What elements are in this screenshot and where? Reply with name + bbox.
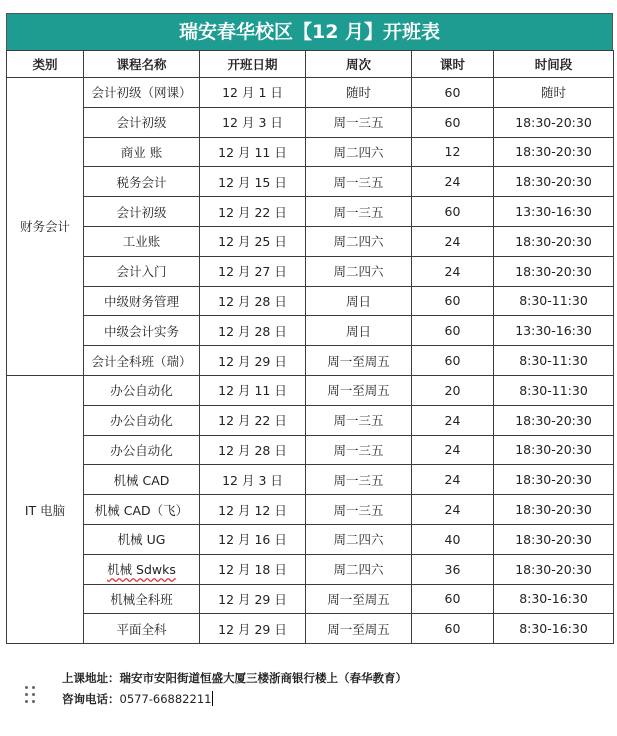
spellcheck-flagged-text: 机械 Sdwks — [107, 562, 176, 578]
table-row — [7, 405, 614, 435]
time-slot: 8:30-11:30 — [494, 286, 614, 316]
table-row — [7, 316, 614, 346]
hours: 24 — [412, 465, 494, 495]
table-row — [7, 435, 614, 465]
table-row — [7, 107, 614, 137]
course-name: 中级财务管理 — [84, 286, 200, 316]
table-row — [7, 286, 614, 316]
start-date: 12 月 3 日 — [200, 465, 306, 495]
weekdays: 周二四六 — [306, 226, 412, 256]
hours: 24 — [412, 405, 494, 435]
hours: 60 — [412, 197, 494, 227]
header-row — [7, 51, 614, 78]
start-date: 12 月 15 日 — [200, 167, 306, 197]
weekdays: 周日 — [306, 316, 412, 346]
text-cursor — [212, 691, 213, 706]
start-date: 12 月 28 日 — [200, 286, 306, 316]
table-title: 瑞安春华校区【12 月】开班表 — [6, 13, 613, 50]
hours: 60 — [412, 316, 494, 346]
table-row — [7, 614, 614, 644]
weekdays: 周一三五 — [306, 107, 412, 137]
hours: 20 — [412, 375, 494, 405]
hours: 60 — [412, 584, 494, 614]
start-date: 12 月 28 日 — [200, 435, 306, 465]
time-slot: 8:30-16:30 — [494, 584, 614, 614]
time-slot: 18:30-20:30 — [494, 495, 614, 525]
header-category: 类别 — [7, 51, 84, 78]
table-row — [7, 78, 614, 108]
time-slot: 8:30-11:30 — [494, 346, 614, 376]
hours: 40 — [412, 524, 494, 554]
time-slot: 18:30-20:30 — [494, 435, 614, 465]
time-slot: 13:30-16:30 — [494, 316, 614, 346]
time-slot: 随时 — [494, 78, 614, 108]
course-name: 机械 CAD — [84, 465, 200, 495]
weekdays: 周一至周五 — [306, 584, 412, 614]
weekdays: 周一至周五 — [306, 375, 412, 405]
weekdays: 周二四六 — [306, 137, 412, 167]
course-name: 商业 账 — [84, 137, 200, 167]
hours: 24 — [412, 435, 494, 465]
course-name: 机械 UG — [84, 524, 200, 554]
hours: 60 — [412, 346, 494, 376]
weekdays: 周日 — [306, 286, 412, 316]
weekdays: 周一至周五 — [306, 614, 412, 644]
hours: 36 — [412, 554, 494, 584]
course-name: 税务会计 — [84, 167, 200, 197]
address-text: 瑞安市安阳街道恒盛大厦三楼浙商银行楼上（春华教育） — [119, 671, 407, 685]
header-course-name: 课程名称 — [84, 51, 200, 78]
table-row — [7, 524, 614, 554]
start-date: 12 月 18 日 — [200, 554, 306, 584]
start-date: 12 月 22 日 — [200, 405, 306, 435]
time-slot: 13:30-16:30 — [494, 197, 614, 227]
start-date: 12 月 29 日 — [200, 584, 306, 614]
hours: 60 — [412, 286, 494, 316]
hours: 60 — [412, 614, 494, 644]
time-slot: 18:30-20:30 — [494, 405, 614, 435]
address-line — [62, 668, 407, 689]
start-date: 12 月 1 日 — [200, 78, 306, 108]
time-slot: 8:30-16:30 — [494, 614, 614, 644]
start-date: 12 月 11 日 — [200, 375, 306, 405]
weekdays: 周二四六 — [306, 524, 412, 554]
time-slot: 8:30-11:30 — [494, 375, 614, 405]
header-time-slot: 时间段 — [494, 51, 614, 78]
start-date: 12 月 11 日 — [200, 137, 306, 167]
hours: 60 — [412, 78, 494, 108]
time-slot: 18:30-20:30 — [494, 107, 614, 137]
table-row — [7, 465, 614, 495]
course-name: 平面全科 — [84, 614, 200, 644]
hours: 24 — [412, 495, 494, 525]
hours: 60 — [412, 107, 494, 137]
footer-info — [62, 668, 407, 710]
weekdays: 周一三五 — [306, 197, 412, 227]
course-name: 工业账 — [84, 226, 200, 256]
time-slot: 18:30-20:30 — [494, 524, 614, 554]
schedule-table — [6, 50, 614, 644]
course-name: 会计初级 — [84, 197, 200, 227]
course-name: 办公自动化 — [84, 405, 200, 435]
table-row — [7, 584, 614, 614]
time-slot: 18:30-20:30 — [494, 256, 614, 286]
time-slot: 18:30-20:30 — [494, 226, 614, 256]
hours: 24 — [412, 167, 494, 197]
start-date: 12 月 16 日 — [200, 524, 306, 554]
weekdays: 周一三五 — [306, 495, 412, 525]
drag-handle-icon[interactable] — [25, 686, 37, 704]
phone-line[interactable] — [62, 689, 407, 710]
weekdays: 随时 — [306, 78, 412, 108]
schedule-sheet — [6, 13, 613, 644]
time-slot: 18:30-20:30 — [494, 167, 614, 197]
course-name: 会计初级（网课） — [84, 78, 200, 108]
weekdays: 周一三五 — [306, 167, 412, 197]
phone-number: 0577-66882211 — [119, 692, 212, 706]
start-date: 12 月 3 日 — [200, 107, 306, 137]
time-slot: 18:30-20:30 — [494, 554, 614, 584]
table-row — [7, 375, 614, 405]
start-date: 12 月 28 日 — [200, 316, 306, 346]
weekdays: 周二四六 — [306, 256, 412, 286]
course-name: 机械 CAD（飞） — [84, 495, 200, 525]
phone-label: 咨询电话： — [62, 692, 120, 706]
course-name: 会计全科班（瑞） — [84, 346, 200, 376]
course-name: 会计初级 — [84, 107, 200, 137]
table-row — [7, 167, 614, 197]
start-date: 12 月 12 日 — [200, 495, 306, 525]
hours: 24 — [412, 226, 494, 256]
category-cell: 财务会计 — [7, 78, 84, 376]
weekdays: 周二四六 — [306, 554, 412, 584]
start-date: 12 月 27 日 — [200, 256, 306, 286]
weekdays: 周一三五 — [306, 435, 412, 465]
weekdays: 周一至周五 — [306, 346, 412, 376]
time-slot: 18:30-20:30 — [494, 465, 614, 495]
header-start-date: 开班日期 — [200, 51, 306, 78]
time-slot: 18:30-20:30 — [494, 137, 614, 167]
table-row — [7, 256, 614, 286]
course-name — [84, 554, 200, 584]
course-name: 会计入门 — [84, 256, 200, 286]
table-row — [7, 554, 614, 584]
weekdays: 周一三五 — [306, 405, 412, 435]
category-cell: IT 电脑 — [7, 375, 84, 643]
course-name: 机械全科班 — [84, 584, 200, 614]
course-name: 办公自动化 — [84, 435, 200, 465]
start-date: 12 月 22 日 — [200, 197, 306, 227]
header-hours: 课时 — [412, 51, 494, 78]
table-row — [7, 137, 614, 167]
start-date: 12 月 29 日 — [200, 346, 306, 376]
address-label: 上课地址： — [62, 671, 120, 685]
table-row — [7, 197, 614, 227]
header-weekdays: 周次 — [306, 51, 412, 78]
weekdays: 周一三五 — [306, 465, 412, 495]
course-name: 中级会计实务 — [84, 316, 200, 346]
hours: 24 — [412, 256, 494, 286]
table-row — [7, 226, 614, 256]
hours: 12 — [412, 137, 494, 167]
start-date: 12 月 29 日 — [200, 614, 306, 644]
table-row — [7, 495, 614, 525]
course-name: 办公自动化 — [84, 375, 200, 405]
start-date: 12 月 25 日 — [200, 226, 306, 256]
table-row — [7, 346, 614, 376]
